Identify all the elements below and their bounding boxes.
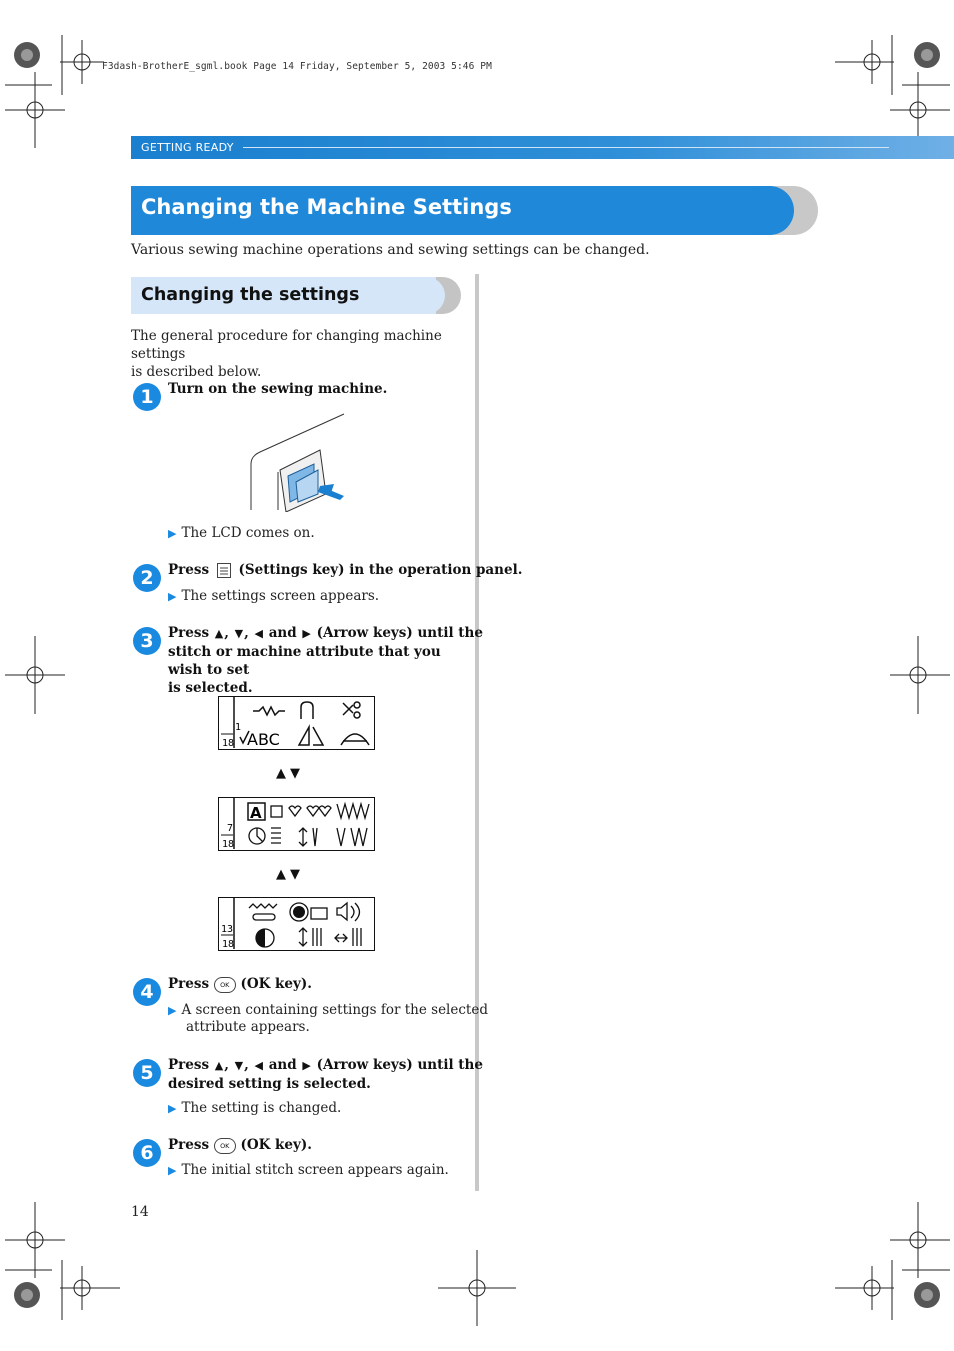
result-arrow-icon: ▶ [168, 1164, 177, 1177]
press-word: Press [168, 1057, 210, 1073]
lcd-screen [218, 797, 375, 851]
arrow-down-icon: ▼ [234, 1059, 244, 1072]
step-instruction [168, 975, 312, 993]
lcd-screen-graphic [219, 697, 373, 748]
arrow-up-icon: ▲ [276, 867, 290, 882]
section-label: GETTING READY [141, 141, 234, 154]
subtitle-cap-blue [408, 277, 445, 314]
lcd-number-top: 13 [221, 924, 234, 935]
and-word: and [268, 1057, 297, 1073]
arrow-up-icon: ▲ [214, 627, 224, 640]
step-instruction-text: (OK key). [240, 976, 312, 992]
step-number: 5 [133, 1059, 161, 1087]
arrow-keys-pair [276, 867, 304, 882]
arrow-down-icon: ▼ [234, 627, 244, 640]
arrow-left-icon: ◀ [254, 1059, 263, 1072]
step-instruction: Turn on the sewing machine. [168, 381, 388, 397]
separator: , [244, 1057, 249, 1073]
lcd-screen-graphic [219, 898, 373, 949]
intro-text: Various sewing machine operations and sewing settings can be changed. [131, 242, 650, 258]
step-instruction-line: stitch or machine attribute that you wish to set [168, 644, 441, 678]
arrow-right-icon: ▶ [302, 1059, 311, 1072]
separator: , [224, 625, 229, 641]
step-instruction-line: is selected. [168, 680, 253, 696]
lcd-number-top: 1 [235, 722, 242, 733]
step-number: 2 [133, 564, 161, 592]
file-info-line: F3dash-BrotherE_sgml.book Page 14 Friday, September 5, 2003 5:46 PM [102, 61, 492, 72]
column-rule [475, 274, 479, 1191]
result-arrow-icon: ▶ [168, 527, 177, 540]
lcd-screen-graphic [219, 798, 373, 849]
step-number: 3 [133, 627, 161, 655]
subsection-text-line: The general procedure for changing machine settings [131, 328, 442, 362]
arrow-right-icon: ▶ [302, 627, 311, 640]
step-instruction-line [168, 624, 483, 643]
lcd-text: ABC [247, 730, 280, 748]
step-instruction-line [168, 1056, 483, 1075]
ok-key-icon: OK [214, 977, 236, 993]
page-number: 14 [131, 1204, 149, 1220]
arrow-up-icon: ▲ [276, 766, 290, 781]
step-result-text: The initial stitch screen appears again. [181, 1162, 449, 1178]
arrow-down-icon: ▼ [290, 766, 304, 781]
section-rule [243, 147, 889, 148]
step-result [168, 1162, 449, 1179]
step-result-text: A screen containing settings for the selected [181, 1002, 488, 1018]
lcd-number-top: 7 [227, 823, 234, 834]
step-result-text: The LCD comes on. [181, 525, 315, 541]
subsection-text-line: is described below. [131, 364, 262, 380]
step-result [168, 1002, 488, 1036]
subsection-text [131, 327, 466, 381]
step-result-text: attribute appears. [186, 1019, 310, 1035]
step-result [168, 525, 315, 542]
arrow-left-icon: ◀ [254, 627, 263, 640]
step-instruction-text: (Arrow keys) until the [316, 1057, 483, 1073]
step-instruction-text: (OK key). [240, 1137, 312, 1153]
result-arrow-icon: ▶ [168, 590, 177, 603]
result-arrow-icon: ▶ [168, 1004, 177, 1017]
power-switch-illustration [248, 412, 348, 512]
and-word: and [268, 625, 297, 641]
arrow-keys-pair [276, 766, 304, 781]
press-word: Press [168, 625, 210, 641]
step-number: 1 [133, 383, 161, 411]
step-number: 6 [133, 1139, 161, 1167]
ok-key-icon: OK [214, 1138, 236, 1154]
lcd-number-bottom: 18 [222, 738, 235, 748]
separator: , [244, 625, 249, 641]
step-number: 4 [133, 978, 161, 1006]
step-result [168, 1100, 341, 1117]
step-instruction [168, 624, 483, 697]
subsection-title: Changing the settings [141, 285, 360, 305]
lcd-number-bottom: 18 [222, 839, 235, 849]
step-instruction [168, 561, 522, 579]
arrow-down-icon: ▼ [290, 867, 304, 882]
press-word: Press [168, 1137, 210, 1153]
title-cap-blue [745, 186, 794, 235]
page-title: Changing the Machine Settings [141, 195, 512, 219]
result-arrow-icon: ▶ [168, 1102, 177, 1115]
step-result-text: The setting is changed. [181, 1100, 342, 1116]
step-result [168, 588, 379, 605]
step-result-line [168, 1002, 488, 1019]
lcd-number-bottom: 18 [222, 939, 235, 949]
lcd-text: A [250, 804, 262, 822]
lcd-screen [218, 897, 375, 951]
step-instruction-text: (Settings key) in the operation panel. [238, 562, 523, 578]
step-result-text: The settings screen appears. [181, 588, 380, 604]
lcd-screen [218, 696, 375, 750]
press-word: Press [168, 976, 210, 992]
arrow-up-icon: ▲ [214, 1059, 224, 1072]
step-instruction-line: desired setting is selected. [168, 1076, 371, 1092]
step-instruction [168, 1056, 483, 1093]
settings-key-icon [217, 563, 231, 578]
separator: , [224, 1057, 229, 1073]
step-instruction [168, 1136, 312, 1154]
press-word: Press [168, 562, 210, 578]
step-instruction-text: (Arrow keys) until the [316, 625, 483, 641]
